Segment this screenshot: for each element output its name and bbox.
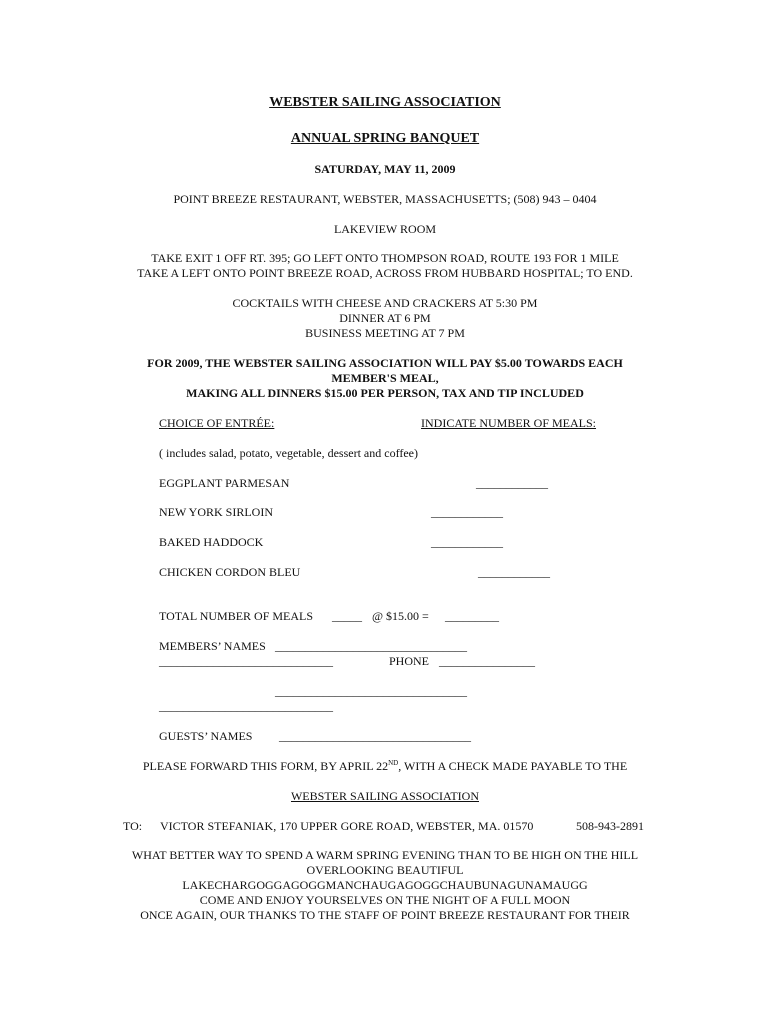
- total-amount-field[interactable]: _________: [445, 609, 499, 623]
- meals-heading: INDICATE NUMBER OF MEALS:: [421, 416, 597, 430]
- meal-count-field[interactable]: ____________: [478, 565, 550, 579]
- members-names-label: MEMBERS’ NAMES: [159, 639, 266, 653]
- pricing-line: MEMBER'S MEAL,: [331, 371, 439, 385]
- closing-line: COME AND ENJOY YOURSELVES ON THE NIGHT OF A FULL MOON: [199, 893, 571, 907]
- meal-count-field[interactable]: ____________: [431, 535, 503, 549]
- closing-line: OVERLOOKING BEAUTIFUL: [306, 863, 464, 877]
- room: LAKEVIEW ROOM: [333, 222, 437, 236]
- directions-line: TAKE A LEFT ONTO POINT BREEZE ROAD, ACROSS FROM HUBBARD HOSPITAL; TO END.: [137, 266, 633, 280]
- guests-names-field[interactable]: ________________________________: [279, 729, 471, 743]
- phone-field[interactable]: ________________: [439, 654, 535, 668]
- directions-line: TAKE EXIT 1 OFF RT. 395; GO LEFT ONTO THOMPSON ROAD, ROUTE 193 FOR 1 MILE: [151, 251, 619, 265]
- forward-text: PLEASE FORWARD THIS FORM, BY APRIL 22: [142, 759, 389, 773]
- members-names-field[interactable]: ________________________________: [275, 684, 467, 698]
- venue: POINT BREEZE RESTAURANT, WEBSTER, MASSACHUSETTS; (508) 943 – 0404: [173, 192, 597, 206]
- closing-line: LAKECHARGOGGAGOGGMANCHAUGAGOGGCHAUBUNAGUNAMAUGG: [182, 878, 588, 892]
- org-title: WEBSTER SAILING ASSOCIATION: [269, 95, 501, 110]
- forward-instructions: [0, 759, 770, 774]
- closing-line: ONCE AGAIN, OUR THANKS TO THE STAFF OF POINT BREEZE RESTAURANT FOR THEIR: [140, 908, 630, 922]
- forward-superscript: ND: [388, 759, 399, 767]
- guests-names-label: GUESTS’ NAMES: [159, 729, 253, 743]
- total-meals-label: TOTAL NUMBER OF MEALS: [159, 609, 314, 623]
- schedule-line: DINNER AT 6 PM: [339, 311, 431, 325]
- forward-text: , WITH A CHECK MADE PAYABLE TO THE: [398, 759, 628, 773]
- payee: WEBSTER SAILING ASSOCIATION: [290, 789, 479, 803]
- meal-count-field[interactable]: ____________: [476, 476, 548, 490]
- event-title: ANNUAL SPRING BANQUET: [290, 131, 480, 146]
- members-names-field[interactable]: _____________________________: [159, 654, 333, 668]
- contact-phone: 508-943-2891: [576, 819, 644, 833]
- pricing-line: MAKING ALL DINNERS $15.00 PER PERSON, TAX AND TIP INCLUDED: [186, 386, 584, 400]
- closing-line: WHAT BETTER WAY TO SPEND A WARM SPRING EVENING THAN TO BE HIGH ON THE HILL: [131, 848, 639, 862]
- phone-label: PHONE: [389, 654, 430, 668]
- entree-name: CHICKEN CORDON BLEU: [159, 565, 301, 579]
- mailing-address: VICTOR STEFANIAK, 170 UPPER GORE ROAD, WEBSTER, MA. 01570: [160, 819, 534, 833]
- includes-note: ( includes salad, potato, vegetable, dessert and coffee): [159, 446, 419, 460]
- meal-count-field[interactable]: ____________: [431, 505, 503, 519]
- entree-name: EGGPLANT PARMESAN: [159, 476, 290, 490]
- members-names-field[interactable]: _____________________________: [159, 699, 333, 713]
- entree-name: BAKED HADDOCK: [159, 535, 264, 549]
- to-label: TO:: [123, 819, 143, 833]
- members-names-field[interactable]: ________________________________: [275, 639, 467, 653]
- total-meals-field[interactable]: _____: [332, 609, 362, 623]
- entree-heading: CHOICE OF ENTRÉE:: [159, 416, 275, 430]
- event-date: SATURDAY, MAY 11, 2009: [314, 162, 456, 176]
- schedule-line: COCKTAILS WITH CHEESE AND CRACKERS AT 5:30 PM: [232, 296, 538, 310]
- schedule-line: BUSINESS MEETING AT 7 PM: [305, 326, 465, 340]
- pricing-line: FOR 2009, THE WEBSTER SAILING ASSOCIATION WILL PAY $5.00 TOWARDS EACH: [147, 356, 623, 370]
- price-per-meal: @ $15.00 =: [372, 609, 429, 623]
- entree-name: NEW YORK SIRLOIN: [159, 505, 273, 519]
